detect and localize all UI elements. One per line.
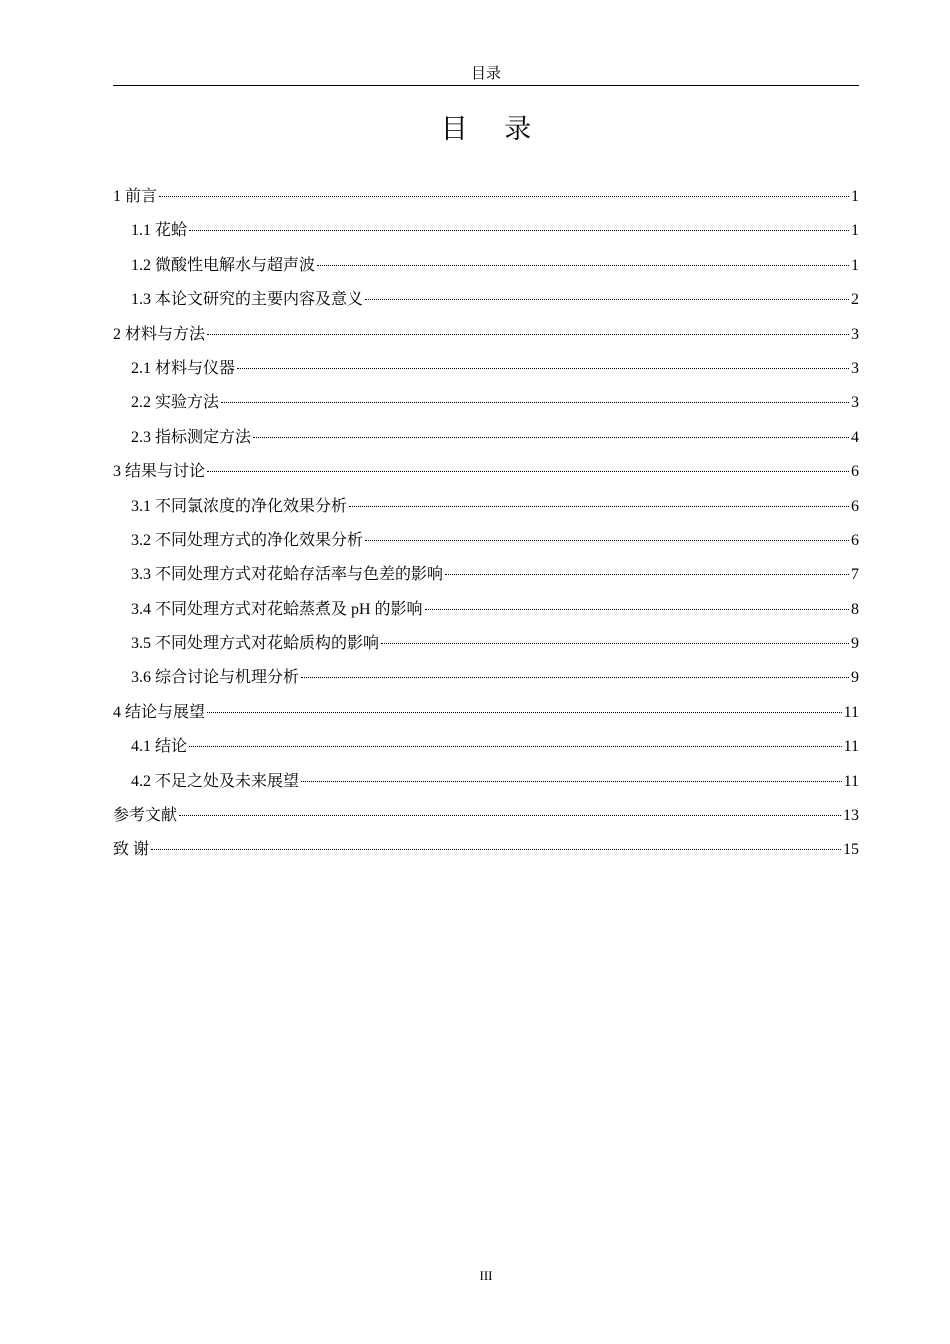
toc-dot-leader — [189, 746, 842, 747]
toc-dot-leader — [445, 574, 849, 575]
toc-entry-page: 6 — [851, 463, 859, 481]
toc-dot-leader — [159, 196, 849, 197]
toc-entry-title: 2.2 实验方法 — [131, 394, 220, 412]
toc-entry-page: 13 — [843, 807, 859, 825]
toc-subsection-entry[interactable] — [113, 490, 859, 524]
toc-subsection-entry[interactable] — [113, 765, 859, 799]
toc-entry-title: 2.1 材料与仪器 — [131, 359, 236, 377]
toc-dot-leader — [151, 849, 841, 850]
toc-entry-title: 致 谢 — [113, 841, 150, 859]
toc-subsection-entry[interactable] — [113, 421, 859, 455]
toc-subsection-entry[interactable] — [113, 524, 859, 558]
toc-dot-leader — [207, 712, 842, 713]
toc-entry-title: 3.5 不同处理方式对花蛤质构的影响 — [131, 635, 380, 653]
toc-entry-title: 1 前言 — [113, 188, 158, 205]
toc-dot-leader — [237, 368, 849, 369]
toc-entry-page: 9 — [851, 635, 859, 653]
toc-dot-leader — [381, 643, 849, 644]
toc-dot-leader — [253, 437, 849, 438]
toc-subsection-entry[interactable] — [113, 214, 859, 248]
toc-section-entry[interactable] — [113, 696, 859, 730]
toc-subsection-entry[interactable] — [113, 627, 859, 661]
toc-subsection-entry[interactable] — [113, 249, 859, 283]
toc-subsection-entry[interactable] — [113, 730, 859, 764]
toc-section-entry[interactable] — [113, 180, 859, 214]
page-title: 目 录 — [440, 114, 546, 145]
toc-entry-page: 11 — [843, 738, 859, 756]
header-divider — [113, 85, 859, 86]
toc-subsection-entry[interactable] — [113, 558, 859, 592]
toc-entry-title: 2 材料与方法 — [113, 325, 206, 343]
toc-entry-title: 3.2 不同处理方式的净化效果分析 — [131, 531, 364, 549]
toc-entry-page: 1 — [851, 222, 859, 240]
toc-dot-leader — [207, 334, 849, 335]
toc-subsection-entry[interactable] — [113, 593, 859, 627]
toc-entry-page: 11 — [843, 703, 859, 721]
toc-entry-page: 6 — [851, 497, 859, 515]
toc-entry-title: 3.6 综合讨论与机理分析 — [131, 669, 300, 687]
toc-entry-title: 3.4 不同处理方式对花蛤蒸煮及 pH 的影响 — [131, 600, 423, 618]
toc-subsection-entry[interactable] — [113, 352, 859, 386]
toc-dot-leader — [365, 299, 849, 300]
toc-dot-leader — [301, 677, 849, 678]
toc-entry-page: 1 — [851, 256, 859, 274]
toc-entry-page: 8 — [851, 600, 859, 618]
toc-entry-page: 7 — [851, 566, 859, 584]
toc-subsection-entry[interactable] — [113, 386, 859, 420]
toc-entry-title: 4.1 结论 — [131, 738, 188, 756]
toc-subsection-entry[interactable] — [113, 661, 859, 695]
toc-entry-title: 4.2 不足之处及未来展望 — [131, 772, 300, 790]
toc-dot-leader — [349, 506, 849, 507]
toc-dot-leader — [207, 471, 849, 472]
table-of-contents — [113, 180, 859, 868]
toc-entry-page: 4 — [851, 428, 859, 446]
toc-entry-title: 4 结论与展望 — [113, 703, 206, 721]
toc-entry-page: 11 — [843, 772, 859, 790]
toc-entry-page: 3 — [851, 325, 859, 343]
toc-entry-title: 参考文献 — [113, 807, 178, 825]
toc-entry-title: 1.1 花蛤 — [131, 222, 188, 240]
toc-entry-title: 3.1 不同氯浓度的净化效果分析 — [131, 497, 348, 515]
toc-dot-leader — [365, 540, 849, 541]
toc-entry-page: 2 — [851, 291, 859, 309]
toc-section-entry[interactable] — [113, 799, 859, 833]
toc-dot-leader — [221, 402, 849, 403]
toc-section-entry[interactable] — [113, 455, 859, 489]
page-number: III — [479, 1268, 493, 1283]
toc-section-entry[interactable] — [113, 318, 859, 352]
toc-section-entry[interactable] — [113, 833, 859, 867]
toc-dot-leader — [179, 815, 841, 816]
toc-dot-leader — [317, 265, 849, 266]
toc-dot-leader — [189, 230, 849, 231]
toc-entry-page: 3 — [851, 359, 859, 377]
toc-entry-title: 2.3 指标测定方法 — [131, 428, 252, 446]
toc-dot-leader — [301, 781, 842, 782]
toc-entry-page: 15 — [843, 841, 859, 859]
toc-entry-page: 1 — [851, 188, 859, 205]
toc-entry-title: 1.3 本论文研究的主要内容及意义 — [131, 291, 364, 309]
toc-entry-title: 1.2 微酸性电解水与超声波 — [131, 256, 316, 274]
toc-entry-title: 3.3 不同处理方式对花蛤存活率与色差的影响 — [131, 566, 444, 584]
running-header: 目录 — [470, 66, 501, 82]
toc-entry-page: 3 — [851, 394, 859, 412]
toc-entry-title: 3 结果与讨论 — [113, 463, 206, 481]
toc-subsection-entry[interactable] — [113, 283, 859, 317]
toc-entry-page: 6 — [851, 531, 859, 549]
toc-entry-page: 9 — [851, 669, 859, 687]
toc-dot-leader — [425, 609, 849, 610]
